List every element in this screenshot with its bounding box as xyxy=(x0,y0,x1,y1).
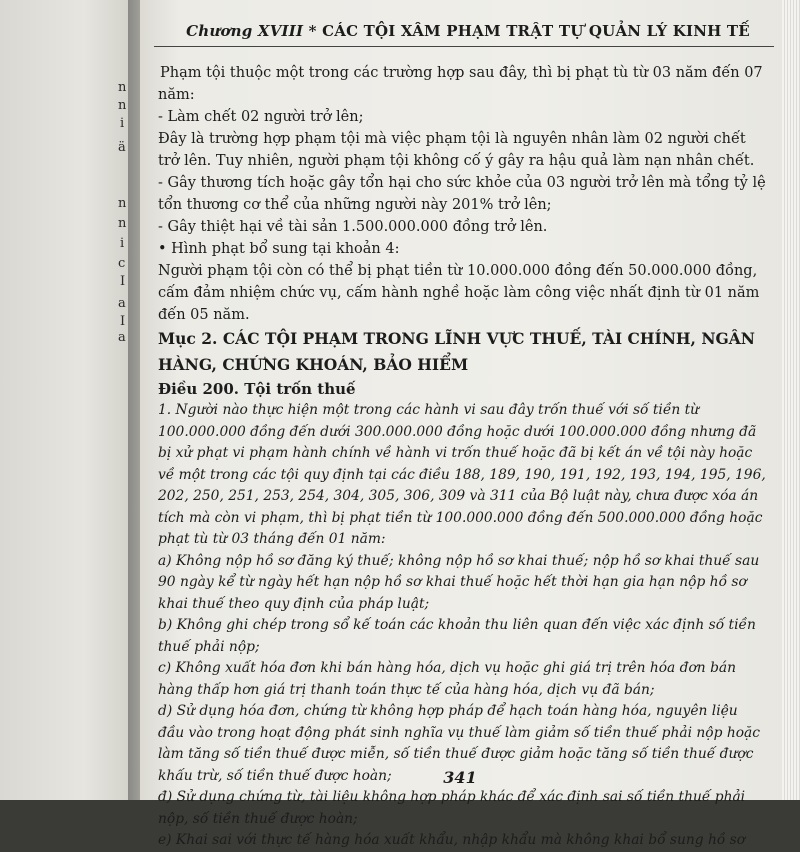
left-page-fragment: i xyxy=(120,116,125,131)
clause: b) Không ghi chép trong sổ kế toán các khoản thu liên quan đến việc xác định số tiền thuế phải nộp; xyxy=(158,617,756,655)
left-page-fragment: n xyxy=(118,216,127,231)
chapter-title: * CÁC TỘI XÂM PHẠM TRẬT TỰ QUẢN LÝ KINH TẾ xyxy=(308,22,750,40)
page-number: 341 xyxy=(443,768,477,787)
left-page xyxy=(0,0,140,800)
clause: e) Khai sai với thực tế hàng hóa xuất khẩu, nhập khẩu mà không khai bổ sung hồ sơ xyxy=(158,832,746,848)
paragraph: Phạm tội thuộc một trong các trường hợp sau đây, thì bị phạt tù từ 03 năm đến 07 năm: xyxy=(158,65,763,103)
paragraph: Đây là trường hợp phạm tội mà việc phạm tội là nguyên nhân làm 02 người chết trở lên. Tuy nhiên, người phạm tội không cố ý gây ra hậu quả làm nạn nhân chết. xyxy=(158,131,755,169)
left-page-fragment: i xyxy=(120,236,125,251)
clause: đ) Sử dụng chứng từ, tài liệu không hợp pháp khác để xác định sai số tiền thuế phải nộp, số tiền thuế được hoàn; xyxy=(158,789,746,827)
clause: a) Không nộp hồ sơ đăng ký thuế; không nộp hồ sơ khai thuế; nộp hồ sơ khai thuế sau 90 ngày kể từ ngày hết hạn nộp hồ sơ khai thuế hoặc hết thời hạn gia hạn nộp hồ sơ khai thuế theo quy định của pháp luật; xyxy=(158,552,760,612)
paragraph: - Làm chết 02 người trở lên; xyxy=(158,109,364,125)
paragraph: Người phạm tội còn có thể bị phạt tiền từ 10.000.000 đồng đến 50.000.000 đồng, cấm đảm nhiệm chức vụ, cấm hành nghề hoặc làm công việc nhất định từ 01 năm đến 05 năm. xyxy=(158,263,760,323)
section-title: Mục 2. CÁC TỘI PHẠM TRONG LĨNH VỰC THUẾ, TÀI CHÍNH, NGÂN HÀNG, CHỨNG KHOÁN, BẢO HIỂM xyxy=(158,329,755,374)
left-page-fragment: ä xyxy=(118,140,126,155)
clause: 1. Người nào thực hiện một trong các hành vi sau đây trốn thuế với số tiền từ 100.000.000 đồng đến dưới 300.000.000 đồng hoặc dưới 100.000.000 đồng nhưng đã bị xử phạt vi phạm hành chính về hành vi trốn thuế hoặc đã bị kết án về tội này hoặc về một trong các tội quy định tại các điều 188, 189, 190, 191, 192, 193, 194, 195, 196, 202, 250, 251, 253, 254, 304, 305, 306, 309 và 311 của Bộ luật này, chưa được xóa án tích mà còn vi phạm, thì bị phạt tiền từ 100.000.000 đồng đến 500.000.000 đồng hoặc phạt tù từ 03 tháng đến 01 năm: xyxy=(158,402,766,547)
page-content xyxy=(158,62,768,852)
clause: c) Không xuất hóa đơn khi bán hàng hóa, dịch vụ hoặc ghi giá trị trên hóa đơn bán hàng thấp hơn giá trị thanh toán thực tế của hàng hóa, dịch vụ đã bán; xyxy=(158,660,737,698)
paragraph: - Gây thương tích hoặc gây tổn hại cho sức khỏe của 03 người trở lên mà tổng tỷ lệ tổn thương cơ thể của những người này 201% trở lên; xyxy=(158,175,766,213)
article-title: Điều 200. Tội trốn thuế xyxy=(158,380,356,398)
page-edge xyxy=(782,0,800,800)
running-header xyxy=(168,22,768,40)
clause: d) Sử dụng hóa đơn, chứng từ không hợp pháp để hạch toán hàng hóa, nguyên liệu đầu vào trong hoạt động phát sinh nghĩa vụ thuế làm giảm số tiền thuế phải nộp hoặc làm tăng số tiền thuế được miễn, số tiền thuế được giảm hoặc tăng số tiền thuế được khấu trừ, số tiền thuế được hoàn; xyxy=(158,703,760,784)
paragraph: • Hình phạt bổ sung tại khoản 4: xyxy=(158,241,400,257)
header-rule xyxy=(154,46,774,47)
chapter-label: Chương XVIII xyxy=(186,22,304,40)
left-page-fragment: c xyxy=(118,256,126,271)
left-page-fragment: n xyxy=(118,98,127,113)
left-page-fragment: a xyxy=(118,296,126,311)
left-page-fragment: I xyxy=(120,314,126,329)
book-page xyxy=(140,0,800,848)
left-page-fragment: I xyxy=(120,274,126,289)
paragraph: - Gây thiệt hại về tài sản 1.500.000.000 đồng trở lên. xyxy=(158,219,548,235)
left-page-fragment: a xyxy=(118,330,126,345)
left-page-fragment: n xyxy=(118,196,127,211)
left-page-fragment: n xyxy=(118,80,127,95)
